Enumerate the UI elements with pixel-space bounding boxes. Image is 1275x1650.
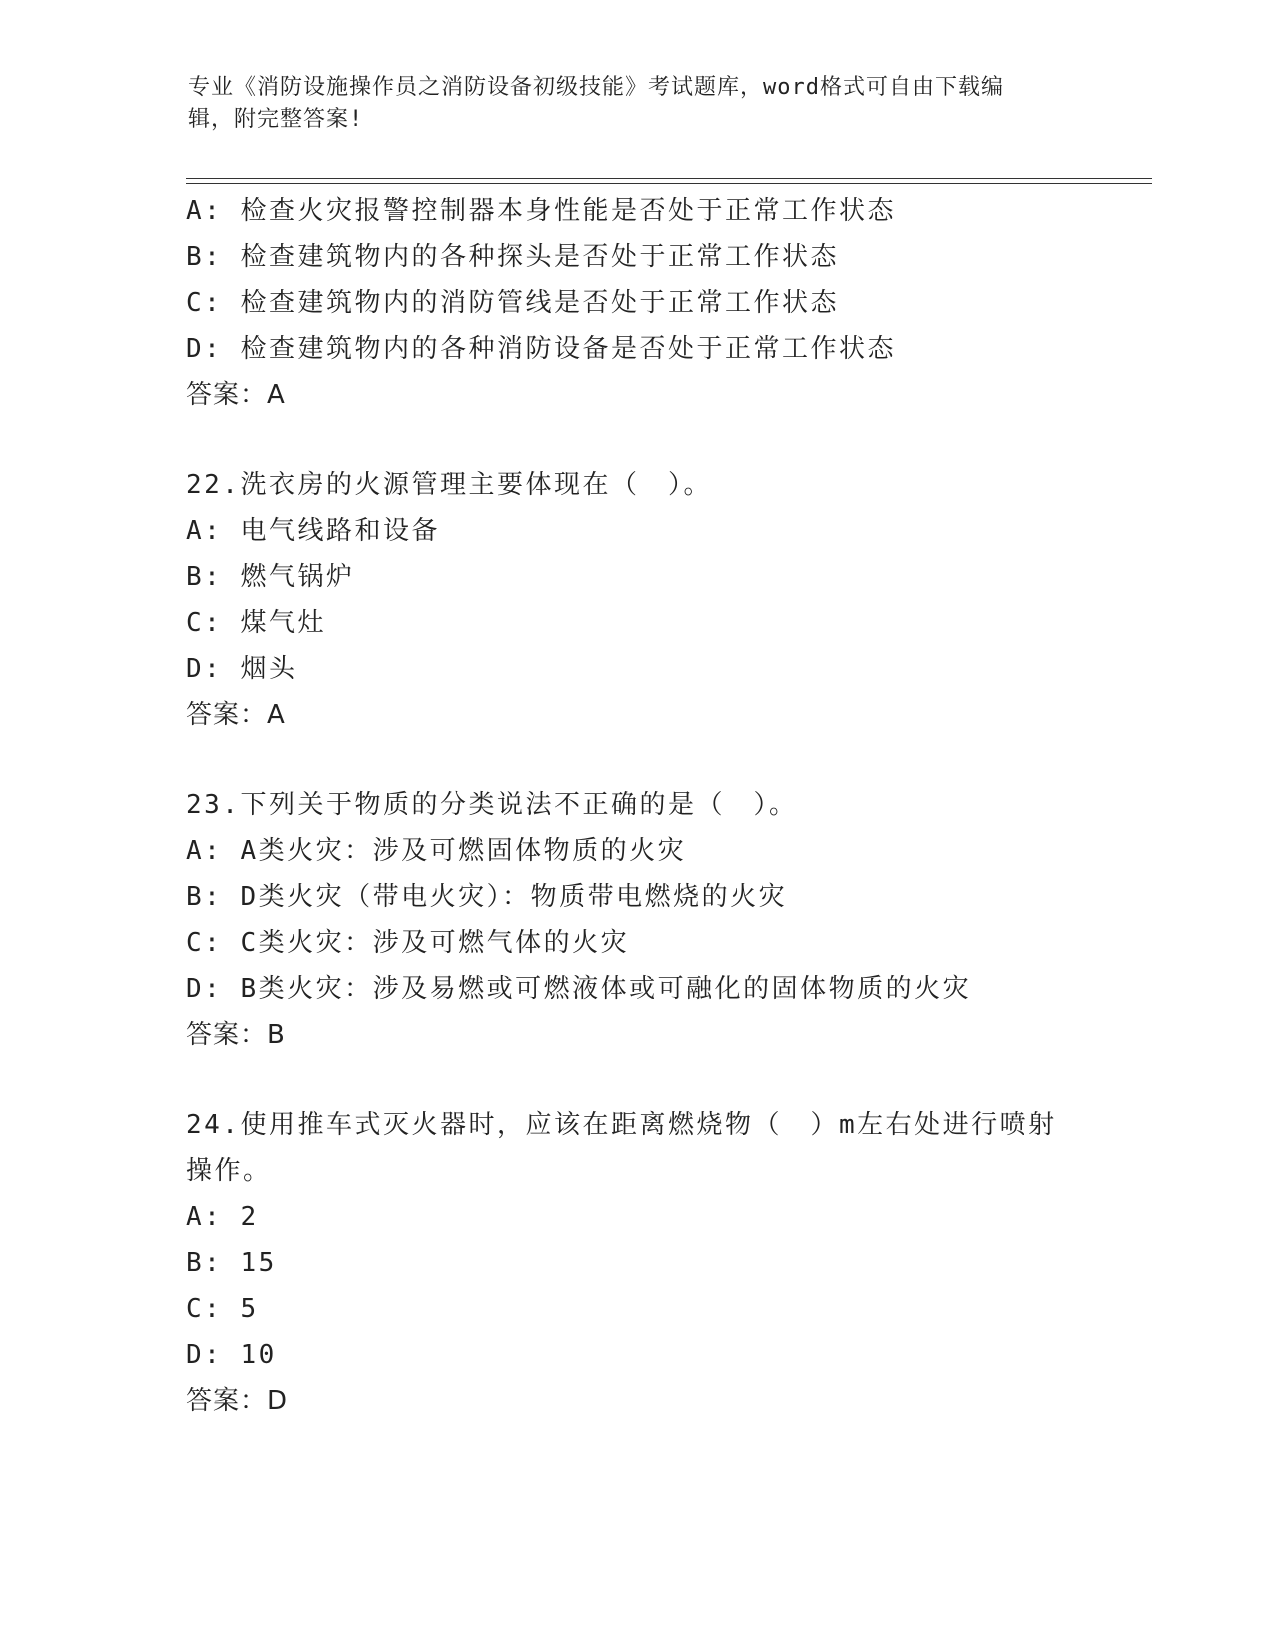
option-a: A: 检查火灾报警控制器本身性能是否处于正常工作状态 (186, 196, 896, 226)
question-text: 22.洗衣房的火源管理主要体现在（ ）。 (186, 470, 712, 500)
answer: 答案：A (186, 700, 286, 730)
header-divider-bottom (186, 183, 1152, 184)
option-d: D: 烟头 (186, 654, 298, 684)
option-c: C: C类火灾：涉及可燃气体的火灾 (186, 928, 630, 958)
header-divider-top (186, 178, 1152, 179)
question-22 (186, 462, 1106, 738)
option-d: D: B类火灾：涉及易燃或可燃液体或可融化的固体物质的火灾 (186, 974, 972, 1004)
option-b: B: 燃气锅炉 (186, 562, 355, 592)
question-text-line-2: 操作。 (186, 1156, 272, 1186)
answer: 答案：B (186, 1020, 286, 1050)
question-list (186, 188, 1106, 1424)
answer: 答案：D (186, 1386, 289, 1416)
option-d: D: 10 (186, 1340, 277, 1370)
option-c: C: 5 (186, 1294, 259, 1324)
option-b: B: 检查建筑物内的各种探头是否处于正常工作状态 (186, 242, 839, 272)
option-a: A: A类火灾：涉及可燃固体物质的火灾 (186, 836, 687, 866)
question-21 (186, 188, 1106, 418)
option-c: C: 检查建筑物内的消防管线是否处于正常工作状态 (186, 288, 839, 318)
question-text-line-1: 24.使用推车式灭火器时，应该在距离燃烧物（ ）m左右处进行喷射 (186, 1110, 1057, 1140)
question-23 (186, 782, 1106, 1058)
header-line-1: 专业《消防设施操作员之消防设备初级技能》考试题库，word格式可自由下载编 (188, 75, 1004, 100)
option-b: B: D类火灾（带电火灾）：物质带电燃烧的火灾 (186, 882, 788, 912)
option-c: C: 煤气灶 (186, 608, 326, 638)
question-24 (186, 1102, 1106, 1424)
header-line-2: 辑，附完整答案! (188, 107, 364, 132)
document-header (188, 72, 1068, 136)
question-text: 23.下列关于物质的分类说法不正确的是（ ）。 (186, 790, 798, 820)
option-a: A: 电气线路和设备 (186, 516, 440, 546)
option-d: D: 检查建筑物内的各种消防设备是否处于正常工作状态 (186, 334, 896, 364)
option-a: A: 2 (186, 1202, 259, 1232)
answer: 答案：A (186, 380, 286, 410)
option-b: B: 15 (186, 1248, 277, 1278)
